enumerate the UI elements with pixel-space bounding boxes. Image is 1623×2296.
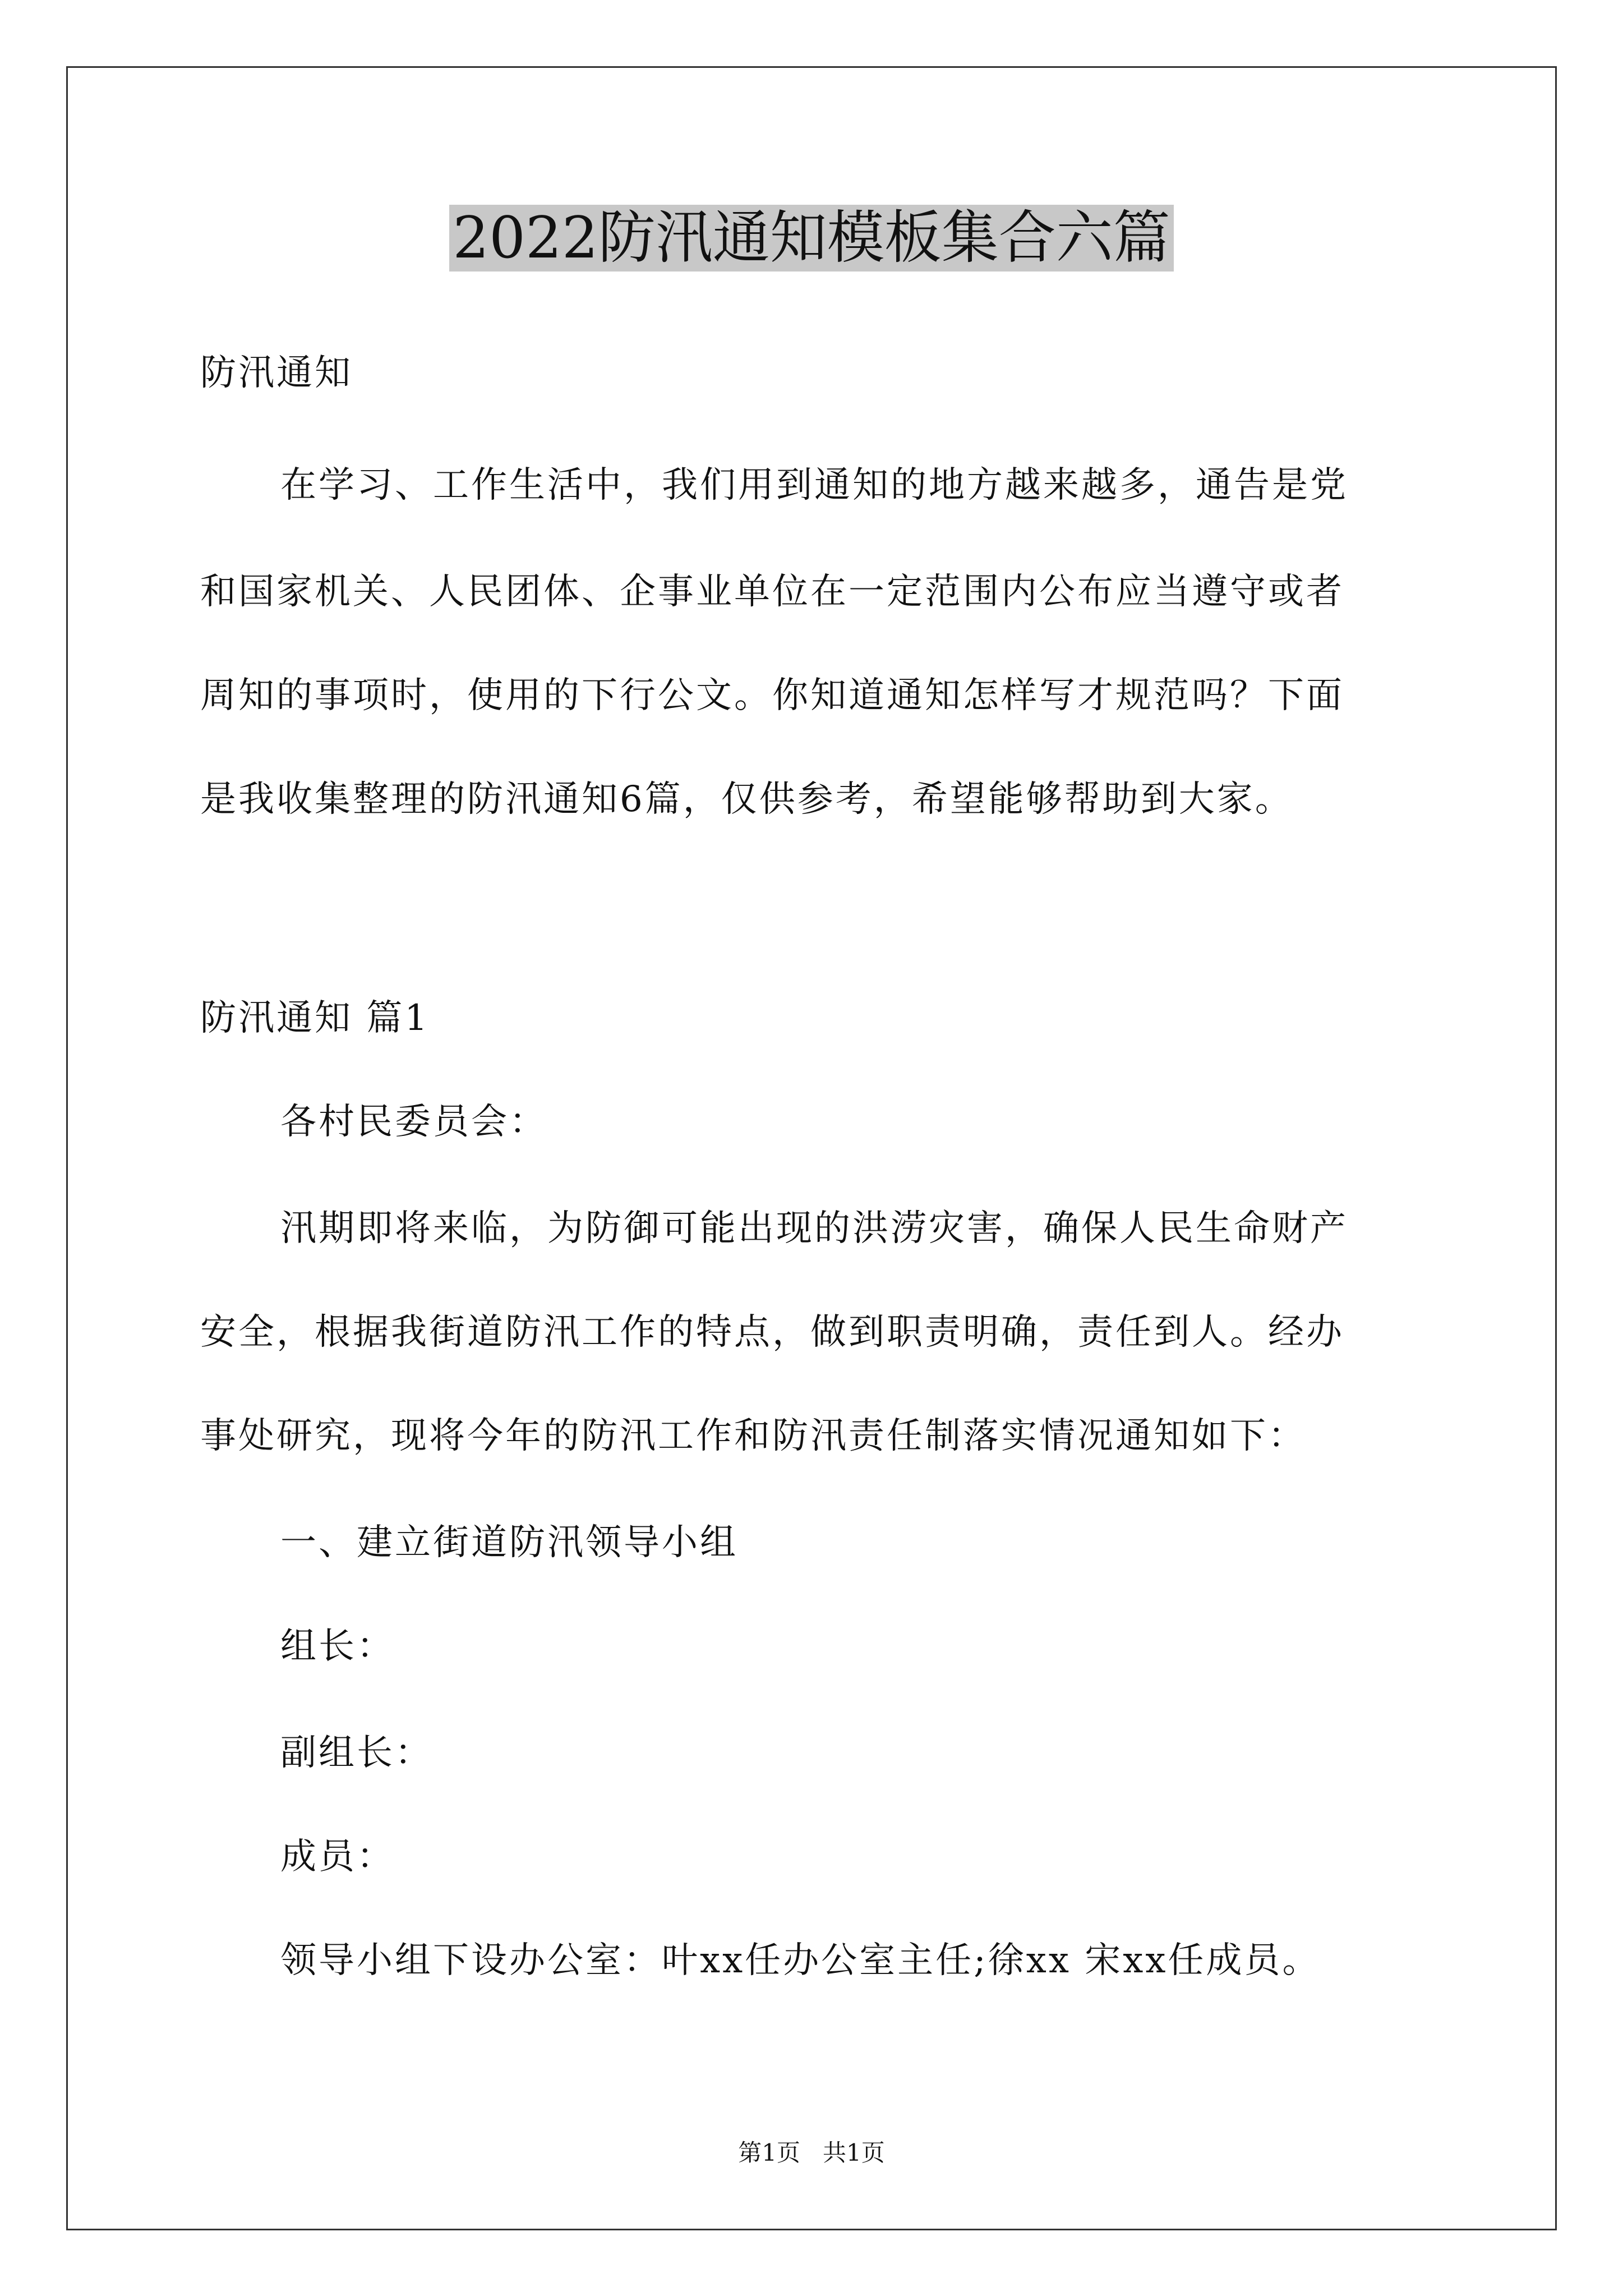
office-line: 领导小组下设办公室：叶xx任办公室主任;徐xx 宋xx任成员。 bbox=[280, 1940, 1321, 1981]
intro-paragraph-line: 和国家机关、人民团体、企事业单位在一定范围内公布应当遵守或者 bbox=[200, 571, 1344, 613]
page-footer: 第1页 共1页 bbox=[738, 2139, 885, 2166]
intro-paragraph-line: 在学习、工作生活中，我们用到通知的地方越来越多，通告是党 bbox=[280, 464, 1348, 506]
chapter-heading: 防汛通知 篇1 bbox=[200, 997, 430, 1039]
body-paragraph-line: 汛期即将来临，为防御可能出现的洪涝灾害，确保人民生命财产 bbox=[280, 1208, 1348, 1249]
section-heading: 防汛通知 bbox=[200, 352, 353, 394]
body-paragraph-line: 事处研究，现将今年的防汛工作和防汛责任制落实情况通知如下： bbox=[200, 1415, 1306, 1457]
members-line: 成员： bbox=[280, 1836, 395, 1878]
salutation: 各村民委员会： bbox=[280, 1101, 547, 1143]
body-paragraph-line: 安全，根据我街道防汛工作的特点，做到职责明确，责任到人。经办 bbox=[200, 1312, 1344, 1353]
intro-paragraph-line: 是我收集整理的防汛通知6篇，仅供参考，希望能够帮助到大家。 bbox=[200, 779, 1293, 820]
group-leader-line: 组长： bbox=[280, 1626, 395, 1667]
document-title bbox=[0, 199, 1623, 278]
intro-paragraph-line: 周知的事项时，使用的下行公文。你知道通知怎样写才规范吗？下面 bbox=[200, 675, 1344, 716]
deputy-leader-line: 副组长： bbox=[280, 1732, 433, 1774]
item-heading: 一、建立街道防汛领导小组 bbox=[280, 1522, 738, 1563]
document-title-text: 2022防汛通知模板集合六篇 bbox=[449, 205, 1174, 272]
